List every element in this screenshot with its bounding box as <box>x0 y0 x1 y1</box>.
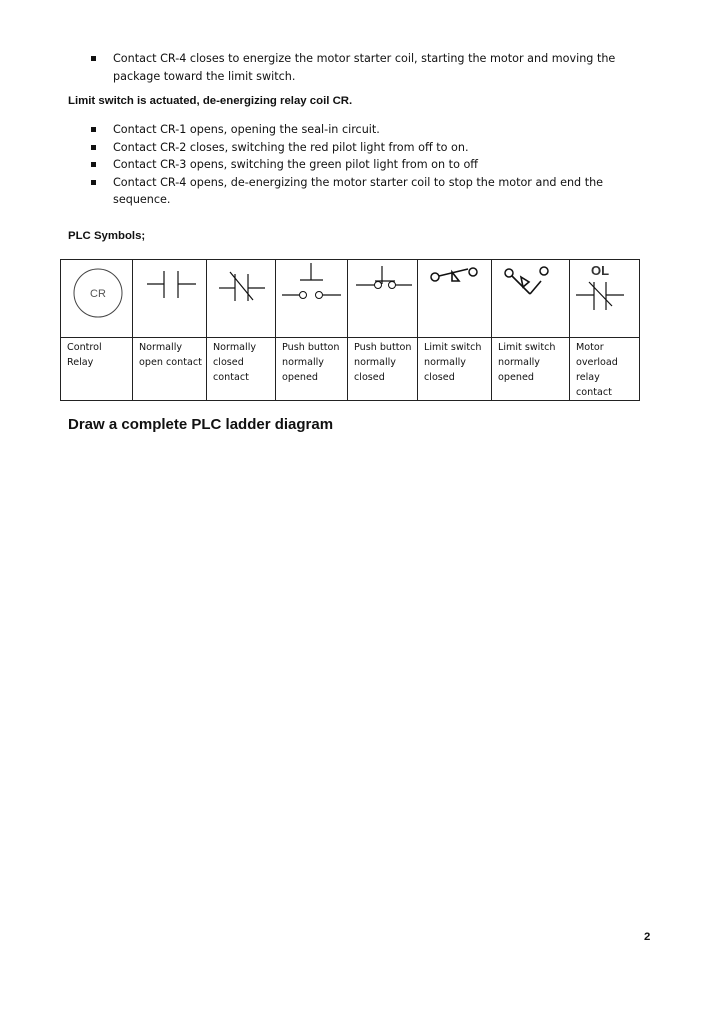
bullet-item: Contact CR-4 opens, de-energizing the motor starter coil to stop the motor and end the sequence. <box>0 174 653 209</box>
symbol-label: Limit switch normally closed <box>418 338 492 401</box>
symbol-cell <box>207 260 276 338</box>
symbol-cell <box>61 260 133 338</box>
symbol-labels-row <box>61 338 640 401</box>
bullet-item: Contact CR-1 opens, opening the seal-in circuit. <box>0 121 653 139</box>
plc-symbols-table <box>60 259 640 401</box>
overload-label: OL <box>590 263 610 278</box>
control-relay-symbol-icon <box>61 260 131 336</box>
limit-switch-heading: Limit switch is actuated, de-energizing relay coil CR. <box>68 95 353 107</box>
symbol-label: Push button normally closed <box>348 338 418 401</box>
symbol-label: Limit switch normally opened <box>492 338 570 401</box>
symbol-cell <box>418 260 492 338</box>
bullet-item: Contact CR-4 closes to energize the motor starter coil, starting the motor and moving the package toward the limit switch. <box>0 50 653 85</box>
symbol-label: Normally closed contact <box>207 338 276 401</box>
symbol-label: Motor overload relay contact <box>570 338 640 401</box>
plc-symbols-heading: PLC Symbols; <box>68 230 146 242</box>
relay-label: CR <box>90 288 106 300</box>
bullet-item: Contact CR-3 opens, switching the green pilot light from on to off <box>0 156 653 174</box>
symbol-label: Normally open contact <box>133 338 207 401</box>
push-button-normally-closed-symbol-icon <box>348 260 416 336</box>
normally-closed-contact-symbol-icon <box>207 260 274 336</box>
limit-switch-normally-opened-symbol-icon <box>492 260 568 336</box>
symbol-cell <box>348 260 418 338</box>
symbol-label: Control Relay <box>61 338 133 401</box>
symbol-cell <box>492 260 570 338</box>
push-button-normally-opened-symbol-icon <box>276 260 346 336</box>
symbol-cell <box>570 260 640 338</box>
bullet-item: Contact CR-2 closes, switching the red pilot light from off to on. <box>0 139 653 157</box>
ladder-diagram-task-heading: Draw a complete PLC ladder diagram <box>68 416 334 433</box>
symbol-label: Push button normally opened <box>276 338 348 401</box>
motor-overload-relay-contact-symbol-icon <box>570 260 638 336</box>
symbol-cell <box>133 260 207 338</box>
symbol-icons-row <box>61 260 640 338</box>
symbol-cell <box>276 260 348 338</box>
page-number: 2 <box>644 931 651 943</box>
normally-open-contact-symbol-icon <box>133 260 205 336</box>
intro-bullet-list <box>0 50 653 85</box>
limit-switch-normally-closed-symbol-icon <box>418 260 490 336</box>
limit-bullet-list <box>0 121 653 209</box>
